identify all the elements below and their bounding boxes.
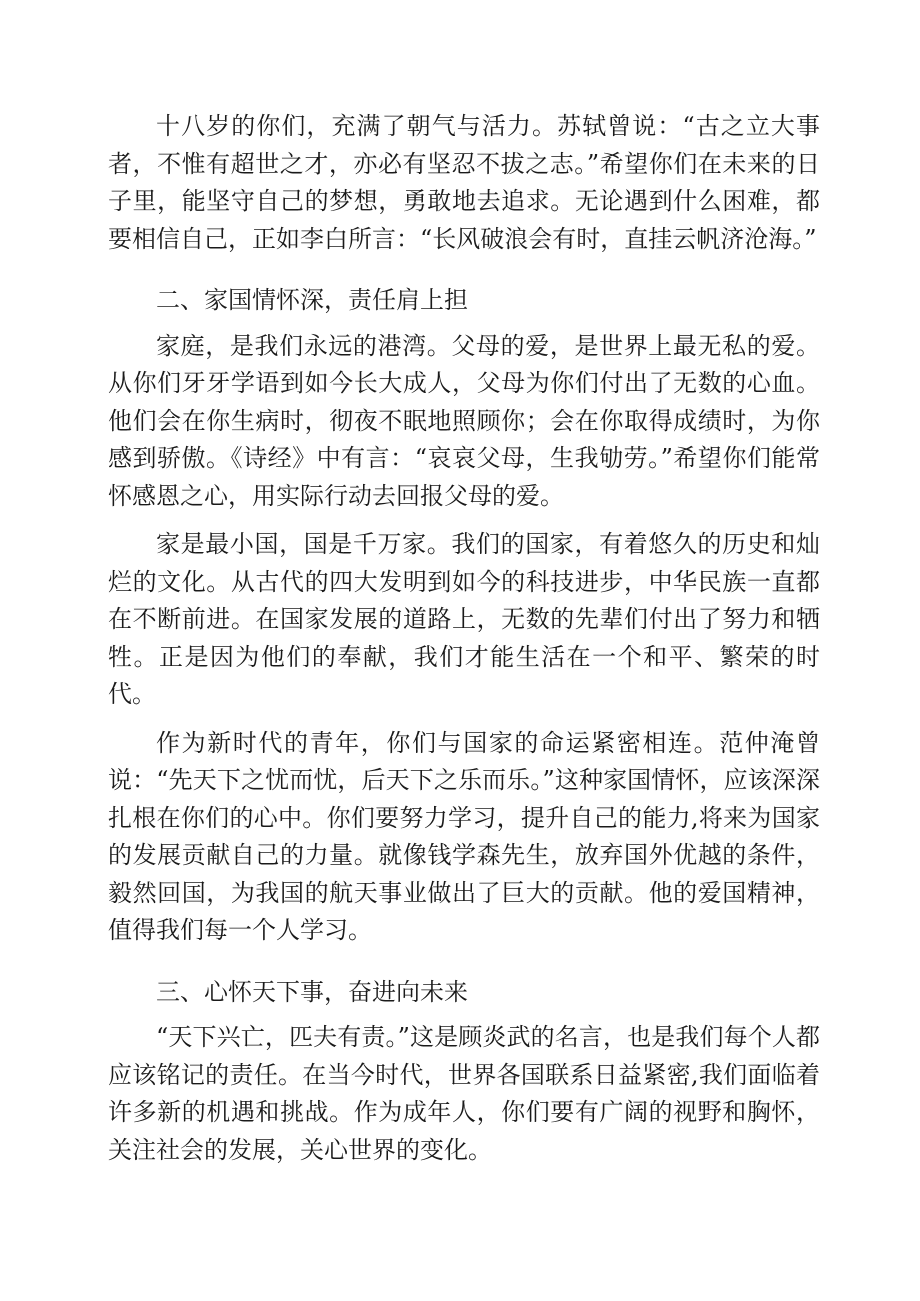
paragraph-world: “天下兴亡，匹夫有责。”这是顾炎武的名言，也是我们每个人都应该铭记的责任。在当今时代，世界各国联系日益紧密,我们面临着许多新的机遇和挑战。作为成年人，你们要有广阔的视野和胸怀，关注社会的发展，关心世界的变化。 [108,1023,820,1164]
paragraph-youth: 作为新时代的青年，你们与国家的命运紧密相连。范仲淹曾说：“先天下之忧而忧，后天下之乐而乐。”这种家国情怀，应该深深扎根在你们的心中。你们要努力学习，提升自己的能力,将来为国家的发展贡献自己的力量。就像钱学森先生，放弃国外优越的条件，毅然回国，为我国的航天事业做出了巨大的贡献。他的爱国精神，值得我们每一个人学习。 [108,728,820,944]
section-heading-2: 二、家国情怀深，责任肩上担 [156,286,468,314]
paragraph-nation: 家是最小国，国是千万家。我们的国家，有着悠久的历史和灿烂的文化。从古代的四大发明到如今的科技进步，中华民族一直都在不断前进。在国家发展的道路上，无数的先辈们付出了努力和牺牲。正是因为他们的奉献，我们才能生活在一个和平、繁荣的时代。 [108,530,820,708]
paragraph-family: 家庭，是我们永远的港湾。父母的爱，是世界上最无私的爱。从你们牙牙学语到如今长大成人，父母为你们付出了无数的心血。他们会在你生病时，彻夜不眠地照顾你；会在你取得成绩时，为你感到骄傲。《诗经》中有言：“哀哀父母，生我劬劳。”希望你们能常怀感恩之心，用实际行动去回报父母的爱。 [108,331,820,510]
paragraph-intro: 十八岁的你们，充满了朝气与活力。苏轼曾说：“古之立大事者，不惟有超世之才，亦必有坚忍不拔之志。”希望你们在未来的日子里，能坚守自己的梦想，勇敢地去追求。无论遇到什么困难，都要相信自己，正如李白所言：“长风破浪会有时，直挂云帆济沧海。” [108,112,820,253]
section-heading-3: 三、心怀天下事，奋进向未来 [156,977,468,1006]
document-body [108,108,820,1169]
